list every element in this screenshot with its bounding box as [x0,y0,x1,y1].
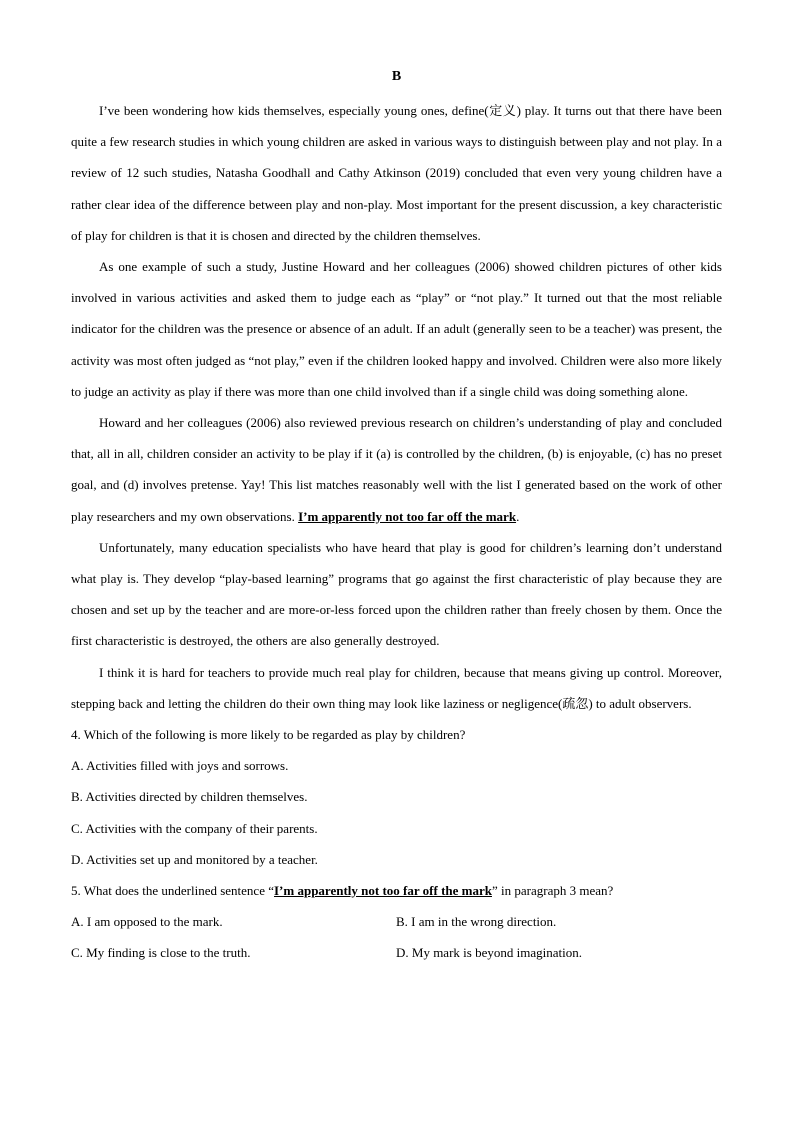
paragraph-5: I think it is hard for teachers to provide much real play for children, because that means giving up control. Moreover, stepping back and letting the children do their own thing may look like laziness or negligence(疏忽) to adult observers. [71,664,722,711]
question-5-option-c: C. My finding is close to the truth. [71,945,251,961]
question-4-stem: 4. Which of the following is more likely to be regarded as play by children? [71,727,466,743]
question-5-stem [71,875,722,906]
paragraph-2: As one example of such a study, Justine Howard and her colleagues (2006) showed children pictures of other kids involved in various activities and asked them to judge each as “play” or “not play.” It turned out that the most reliable indicator for the children was the presence or absence of an adult. If an adult (generally seen to be a teacher) was present, the activity was most often judged as “not play,” even if the children looked happy and involved. Children were also more likely to judge an activity as play if there was more than one child involved than if a single child was doing something alone. [71,259,722,399]
paragraph-3-text: Howard and her colleagues (2006) also reviewed previous research on children’s understanding of play and concluded that, all in all, children consider an activity to be play if it (a) is controlled by the children, (b) is enjoyable, (c) has no preset goal, and (d) involves pretense. Yay! This list matches reasonably well with the list I generated based on the work of other play researchers and my own observations. [71,415,722,524]
section-title: B [391,69,402,84]
question-4-option-b: B. Activities directed by children themselves. [71,789,308,805]
question-5-option-a: A. I am opposed to the mark. [71,914,223,930]
question-5-option-d: D. My mark is beyond imagination. [396,945,582,961]
document-page [71,66,722,969]
question-5-options-row-2 [71,937,722,968]
question-5-stem-end: ” in paragraph 3 mean? [491,883,614,899]
question-5-underlined-quote: I’m apparently not too far off the mark [274,883,492,899]
question-5-stem-text: 5. What does the underlined sentence “ [71,883,274,899]
paragraph-4: Unfortunately, many education specialists who have heard that play is good for children’s learning don’t understand what play is. They develop “play-based learning” programs that go against the first characteristic of play because they are chosen and set up by the teacher and are more-or-less forced upon the children rather than freely chosen by them. Once the first characteristic is destroyed, the others are also generally destroyed. [71,539,722,649]
paragraph-1: I’ve been wondering how kids themselves, especially young ones, define(定义) play. It turns out that there have been quite a few research studies in which young children are asked in various ways to distinguish between play and not play. In a review of 12 such studies, Natasha Goodhall and Cathy Atkinson (2019) concluded that even very young children have a rather clear idea of the difference between play and non-play. Most important for the present discussion, a key characteristic of play for children is that it is chosen and directed by the children themselves. [71,103,722,243]
paragraph-3-end: . [516,508,520,524]
question-4-option-c: C. Activities with the company of their parents. [71,820,318,836]
question-4-option-d: D. Activities set up and monitored by a teacher. [71,851,318,867]
question-5-option-b: B. I am in the wrong direction. [396,914,557,930]
question-4-option-a: A. Activities filled with joys and sorrows. [71,758,289,774]
underlined-sentence: I’m apparently not too far off the mark [298,508,517,524]
paragraph-3 [71,407,722,532]
question-5-options-row-1 [71,906,722,937]
